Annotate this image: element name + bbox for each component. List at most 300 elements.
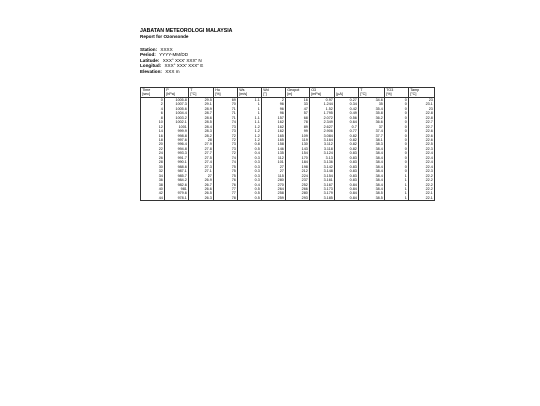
table-cell: 0.5 (238, 147, 262, 151)
table-cell: 3.084 (310, 134, 335, 138)
table-cell: 990.1 (165, 160, 189, 164)
table-cell: 988.6 (165, 165, 189, 169)
table-cell: 28.4 (189, 125, 214, 129)
table-cell: 6 (141, 111, 165, 115)
table-cell: 12 (141, 125, 165, 129)
table-cell: 69 (214, 97, 238, 102)
table-cell: 3.173 (310, 187, 335, 191)
table-cell: 33 (286, 102, 310, 106)
table-cell: 0.84 (335, 191, 359, 195)
table-cell: 16 (286, 97, 310, 102)
table-cell: 0.83 (335, 169, 359, 173)
table-cell: 998.8 (165, 134, 189, 138)
table-cell: 1004.4 (165, 111, 189, 115)
table-cell: 57 (286, 111, 310, 115)
table-cell: 0 (385, 147, 409, 151)
table-cell: 0.64 (335, 120, 359, 124)
table-cell: 32 (141, 169, 165, 173)
table-cell: 2.906 (310, 129, 335, 133)
table-cell: 10 (141, 120, 165, 124)
table-cell: 0.4 (238, 151, 262, 155)
table-cell: 0.82 (335, 134, 359, 138)
table-cell: 991.7 (165, 156, 189, 160)
meta-value: XXX m (165, 68, 180, 74)
table-cell: 38.4 (359, 174, 385, 178)
table-cell: 165 (262, 134, 286, 138)
table-cell: 22.3 (409, 169, 435, 173)
table-cell: 3.13 (310, 156, 335, 160)
table-cell: 0.84 (335, 187, 359, 191)
table-cell: 28.9 (189, 107, 214, 111)
meta-key: Longitud: (140, 63, 162, 69)
table-cell: 22.2 (409, 174, 435, 178)
table-cell: 146 (262, 147, 286, 151)
column-unit: [hPa] (165, 92, 189, 97)
table-cell: 22.4 (409, 156, 435, 160)
table-cell: 30 (141, 165, 165, 169)
table-cell: 22.7 (409, 125, 435, 129)
table-cell: 16 (141, 134, 165, 138)
meta-key: Latitude: (140, 57, 160, 63)
table-cell: 157 (262, 116, 286, 120)
table-cell: 0 (385, 151, 409, 155)
table-cell: 1 (385, 191, 409, 195)
sounding-table-container (140, 87, 435, 201)
table-cell: 22.5 (409, 142, 435, 146)
table-cell: 1.2 (238, 138, 262, 142)
table-cell: 0.34 (335, 102, 359, 106)
table-cell: 0 (385, 169, 409, 173)
table-cell: 38.5 (359, 191, 385, 195)
table-cell: 0 (385, 160, 409, 164)
table-cell: 23 (409, 107, 435, 111)
table-cell: 0.97 (310, 97, 335, 102)
table-cell: 38.4 (359, 160, 385, 164)
table-cell: 77 (214, 191, 238, 195)
table-cell: 0.3 (238, 169, 262, 173)
table-cell: 1.244 (310, 102, 335, 106)
table-cell: 259 (262, 196, 286, 201)
table-cell: 34.6 (359, 97, 385, 102)
table-cell: 0.5 (238, 187, 262, 191)
table-cell: 36 (141, 178, 165, 182)
table-cell: 3.124 (310, 151, 335, 155)
table-cell: 237 (286, 178, 310, 182)
table-cell: 264 (262, 187, 286, 191)
table-cell: 0 (385, 138, 409, 142)
table-cell: 76 (214, 183, 238, 187)
table-cell: 75 (214, 174, 238, 178)
table-cell: 1002.1 (165, 120, 189, 124)
table-cell: 0.3 (238, 174, 262, 178)
table-cell: 38.4 (359, 169, 385, 173)
table-cell: 78 (286, 120, 310, 124)
table-cell: 1.2 (238, 125, 262, 129)
table-cell: 0.56 (335, 116, 359, 120)
table-cell: 982.6 (165, 183, 189, 187)
table-cell: 22.3 (409, 147, 435, 151)
table-cell: 0.3 (238, 160, 262, 164)
table-cell: 1 (385, 196, 409, 201)
table-cell: 0 (385, 142, 409, 146)
table-cell: 224 (286, 174, 310, 178)
table-cell: 119 (286, 138, 310, 142)
table-cell: 2 (141, 102, 165, 106)
table-cell: 74 (214, 160, 238, 164)
table-cell: 0 (385, 102, 409, 106)
table-cell: 115 (262, 174, 286, 178)
meta-value: YYYY-MM/DD (159, 52, 189, 58)
table-cell: 0 (385, 165, 409, 169)
table-cell: 75 (214, 169, 238, 173)
table-cell: 27.8 (189, 147, 214, 151)
table-cell: 0.5 (238, 191, 262, 195)
table-cell: 135 (262, 151, 286, 155)
table-cell: 22.1 (409, 191, 435, 195)
table-cell: 22.2 (409, 183, 435, 187)
table-cell: 38.4 (359, 156, 385, 160)
table-cell: 22.8 (409, 111, 435, 115)
table-cell: 68 (286, 116, 310, 120)
table-cell: 38.4 (359, 165, 385, 169)
table-cell: 0 (385, 129, 409, 133)
column-unit: [m] (286, 92, 310, 97)
table-cell: 1 (385, 178, 409, 182)
column-header: Ws (238, 88, 262, 93)
meta-value: XXXX (160, 46, 173, 52)
column-unit: [°C] (189, 92, 214, 97)
table-row (141, 196, 435, 201)
table-cell: 22.2 (409, 187, 435, 191)
table-cell: 26.9 (189, 178, 214, 182)
table-cell: 76 (214, 178, 238, 182)
table-cell: 0.82 (335, 142, 359, 146)
table-body (141, 97, 435, 200)
table-cell: 18 (141, 138, 165, 142)
table-cell: 74 (214, 156, 238, 160)
table-cell: 96 (262, 107, 286, 111)
table-cell: 22.4 (409, 160, 435, 164)
table-cell: 23.1 (409, 102, 435, 106)
table-cell: 270 (262, 183, 286, 187)
table-cell: 3.148 (310, 169, 335, 173)
table-cell: 38.5 (359, 196, 385, 201)
table-cell: 1.1 (238, 97, 262, 102)
sounding-table (140, 87, 435, 201)
table-cell: 20 (141, 142, 165, 146)
table-cell: 28.6 (189, 116, 214, 120)
table-cell: 22 (141, 147, 165, 151)
table-cell: 1 (385, 174, 409, 178)
table-cell: 1.2 (238, 129, 262, 133)
table-cell: 27.4 (189, 160, 214, 164)
table-cell: 3.179 (310, 191, 335, 195)
table-cell: 14 (141, 129, 165, 133)
table-cell: 994.8 (165, 147, 189, 151)
table-cell: 0.83 (335, 178, 359, 182)
table-cell: 28.7 (189, 111, 214, 115)
table-cell: 996.4 (165, 142, 189, 146)
table-cell: 28.5 (189, 120, 214, 124)
table-cell: 0 (385, 116, 409, 120)
table-cell: 26.6 (189, 187, 214, 191)
table-cell: 1.1 (238, 116, 262, 120)
table-cell: 1001 (165, 125, 189, 129)
table-cell: 162 (262, 120, 286, 124)
table-cell: 0.49 (335, 111, 359, 115)
table-cell: 2.072 (310, 116, 335, 120)
table-cell: 2.349 (310, 120, 335, 124)
column-header: T (189, 88, 214, 93)
table-cell: 27 (262, 165, 286, 169)
table-cell: 42 (141, 191, 165, 195)
column-unit: [µA] (335, 92, 359, 97)
column-header: P (165, 88, 189, 93)
table-cell: 280 (286, 191, 310, 195)
table-cell: 0 (385, 107, 409, 111)
table-cell: 1005.6 (165, 107, 189, 111)
table-cell: 27 (189, 174, 214, 178)
table-cell: 73 (214, 129, 238, 133)
table-cell: 1 (238, 111, 262, 115)
table-cell: 3.118 (310, 147, 335, 151)
table-cell: 0 (385, 111, 409, 115)
table-cell: 72 (214, 138, 238, 142)
table-cell: 0 (385, 120, 409, 124)
column-header: O3 (310, 88, 335, 93)
table-cell: 2.627 (310, 125, 335, 129)
table-cell: 35.4 (359, 107, 385, 111)
table-cell: 38.4 (359, 151, 385, 155)
table-cell: 73 (214, 125, 238, 129)
column-header: Wd (262, 88, 286, 93)
table-cell: 22.4 (409, 151, 435, 155)
table-cell: 0.27 (335, 97, 359, 102)
table-cell: 0 (385, 156, 409, 160)
table-cell: 22.6 (409, 134, 435, 138)
table-cell: 0.84 (335, 196, 359, 201)
table-cell: 27 (262, 169, 286, 173)
table-cell: 0.77 (335, 129, 359, 133)
table-cell: 38.1 (359, 138, 385, 142)
column-unit: [°C] (359, 92, 385, 97)
column-unit: [mPa] (310, 92, 335, 97)
table-cell: 258 (262, 191, 286, 195)
table-cell: 3.136 (310, 160, 335, 164)
table-cell: 28.3 (189, 129, 214, 133)
table-cell: 73 (214, 142, 238, 146)
column-unit: [%] (214, 92, 238, 97)
table-cell: 22.7 (409, 120, 435, 124)
meta-key: Elevation: (140, 68, 162, 74)
report-header (140, 28, 232, 75)
table-cell: 130 (286, 142, 310, 146)
table-cell: 3.142 (310, 165, 335, 169)
table-cell: 71 (214, 107, 238, 111)
table-cell: 0.83 (335, 156, 359, 160)
table-cell: 0.84 (335, 183, 359, 187)
table-cell: 1005.8 (165, 97, 189, 102)
table-header (141, 88, 435, 98)
table-cell: 999.9 (165, 129, 189, 133)
table-cell: 27.7 (189, 151, 214, 155)
table-cell: 27.1 (189, 169, 214, 173)
table-cell: 0.82 (335, 138, 359, 142)
table-cell: 35.8 (359, 111, 385, 115)
table-cell: 89 (286, 125, 310, 129)
table-cell: 165 (262, 138, 286, 142)
table-cell: 0 (141, 97, 165, 102)
table-cell: 27.5 (189, 156, 214, 160)
table-cell: 38.4 (359, 187, 385, 191)
table-cell: 40 (141, 187, 165, 191)
report-title: JABATAN METEOROLOGI MALAYSIA (140, 28, 233, 34)
table-cell: 44 (141, 196, 165, 201)
table-cell: 36.6 (359, 120, 385, 124)
table-cell: 0.4 (238, 183, 262, 187)
table-cell: 74 (214, 120, 238, 124)
table-cell: 0.5 (238, 196, 262, 201)
table-cell: 1 (385, 183, 409, 187)
table-cell: 143 (286, 147, 310, 151)
table-cell: 22.4 (409, 165, 435, 169)
table-cell: 22.2 (409, 178, 435, 182)
table-cell: 0.3 (238, 165, 262, 169)
table-cell: 979.6 (165, 191, 189, 195)
table-cell: 985.7 (165, 174, 189, 178)
table-cell: 47 (286, 107, 310, 111)
table-cell: 38 (141, 183, 165, 187)
table-cell: 3.185 (310, 196, 335, 201)
table-cell: 22.8 (409, 116, 435, 120)
table-cell: 26.3 (189, 196, 214, 201)
table-cell: 0.82 (335, 147, 359, 151)
table-cell: 112 (262, 156, 286, 160)
table-cell: 36.2 (359, 116, 385, 120)
table-cell: 981 (165, 187, 189, 191)
table-cell: 28 (141, 160, 165, 164)
table-cell: 266 (286, 187, 310, 191)
meta-elevation (140, 69, 232, 75)
table-cell: 3.161 (310, 178, 335, 182)
meta-key: Period: (140, 52, 156, 58)
table-cell: 37.4 (359, 129, 385, 133)
table-cell: 162 (262, 129, 286, 133)
table-cell: 27.3 (189, 165, 214, 169)
table-cell: 8 (141, 116, 165, 120)
table-cell: 3.167 (310, 183, 335, 187)
table-cell: 22.6 (409, 129, 435, 133)
table-cell: 162 (262, 125, 286, 129)
table-cell: 26 (141, 156, 165, 160)
table-cell: 71 (214, 116, 238, 120)
table-cell: 29.5 (189, 97, 214, 102)
table-cell: 252 (286, 183, 310, 187)
table-cell: 27.9 (189, 142, 214, 146)
column-header: Tamp (409, 88, 435, 93)
station-metadata (140, 47, 232, 75)
table-cell: 1 (238, 102, 262, 106)
table-cell: 978.1 (165, 196, 189, 201)
table-cell: 38.4 (359, 147, 385, 151)
table-cell: 1.52 (310, 107, 335, 111)
table-cell: 75 (214, 165, 238, 169)
table-cell: 4 (141, 107, 165, 111)
table-cell: 184 (286, 160, 310, 164)
table-cell: 22.1 (409, 196, 435, 201)
table-cell: 293 (286, 196, 310, 201)
column-header: Geopot (286, 88, 310, 93)
table-cell: 38.4 (359, 178, 385, 182)
table-cell: 984.2 (165, 178, 189, 182)
table-cell: 280 (262, 178, 286, 182)
table-cell: 0.42 (335, 107, 359, 111)
table-cell: 37 (359, 125, 385, 129)
column-header: Hu (214, 88, 238, 93)
table-cell: 170 (286, 156, 310, 160)
table-cell: 0.3 (238, 178, 262, 182)
table-cell: 26.7 (189, 183, 214, 187)
table-cell: 35 (359, 102, 385, 106)
column-header: TO3 (385, 88, 409, 93)
table-cell: 96 (262, 102, 286, 106)
table-cell: 1 (385, 187, 409, 191)
table-cell: 78 (214, 196, 238, 201)
table-cell: 1.1 (238, 120, 262, 124)
table-cell: 3.154 (310, 174, 335, 178)
table-cell: 26.5 (189, 191, 214, 195)
table-cell: 109 (286, 134, 310, 138)
table-cell: 96 (262, 111, 286, 115)
table-cell: 77 (214, 187, 238, 191)
table-cell: 158 (262, 142, 286, 146)
table-cell: 2 (262, 97, 286, 102)
column-unit: [°] (262, 92, 286, 97)
table-cell: 1003.2 (165, 116, 189, 120)
table-cell: 23 (409, 97, 435, 102)
table-cell: 0.83 (335, 160, 359, 164)
table-cell: 24 (141, 151, 165, 155)
table-cell: 1.795 (310, 111, 335, 115)
table-cell: 38.4 (359, 183, 385, 187)
table-cell: 1 (238, 107, 262, 111)
table-cell: 0.83 (335, 174, 359, 178)
table-cell: 0 (385, 125, 409, 129)
report-subtitle: Report for Ozonsonde (140, 34, 189, 39)
column-unit: [°C] (409, 92, 435, 97)
table-cell: 0.7 (335, 125, 359, 129)
table-cell: 0.83 (335, 151, 359, 155)
table-cell: 29.1 (189, 102, 214, 106)
table-cell: 70 (214, 102, 238, 106)
table-cell: 0 (385, 97, 409, 102)
table-cell: 3.164 (310, 138, 335, 142)
table-cell: 198 (286, 165, 310, 169)
table-cell: 0 (385, 134, 409, 138)
table-cell: 72 (214, 151, 238, 155)
table-cell: 72 (214, 134, 238, 138)
column-unit: [m/s] (238, 92, 262, 97)
table-cell: 37.7 (359, 134, 385, 138)
table-cell: 28 (189, 138, 214, 142)
table-cell: 99 (286, 129, 310, 133)
table-cell: 154 (286, 151, 310, 155)
column-unit: [%] (385, 92, 409, 97)
table-cell: 0.3 (238, 156, 262, 160)
table-cell: 3.112 (310, 142, 335, 146)
table-cell: 987.1 (165, 169, 189, 173)
table-cell: 38.3 (359, 142, 385, 146)
